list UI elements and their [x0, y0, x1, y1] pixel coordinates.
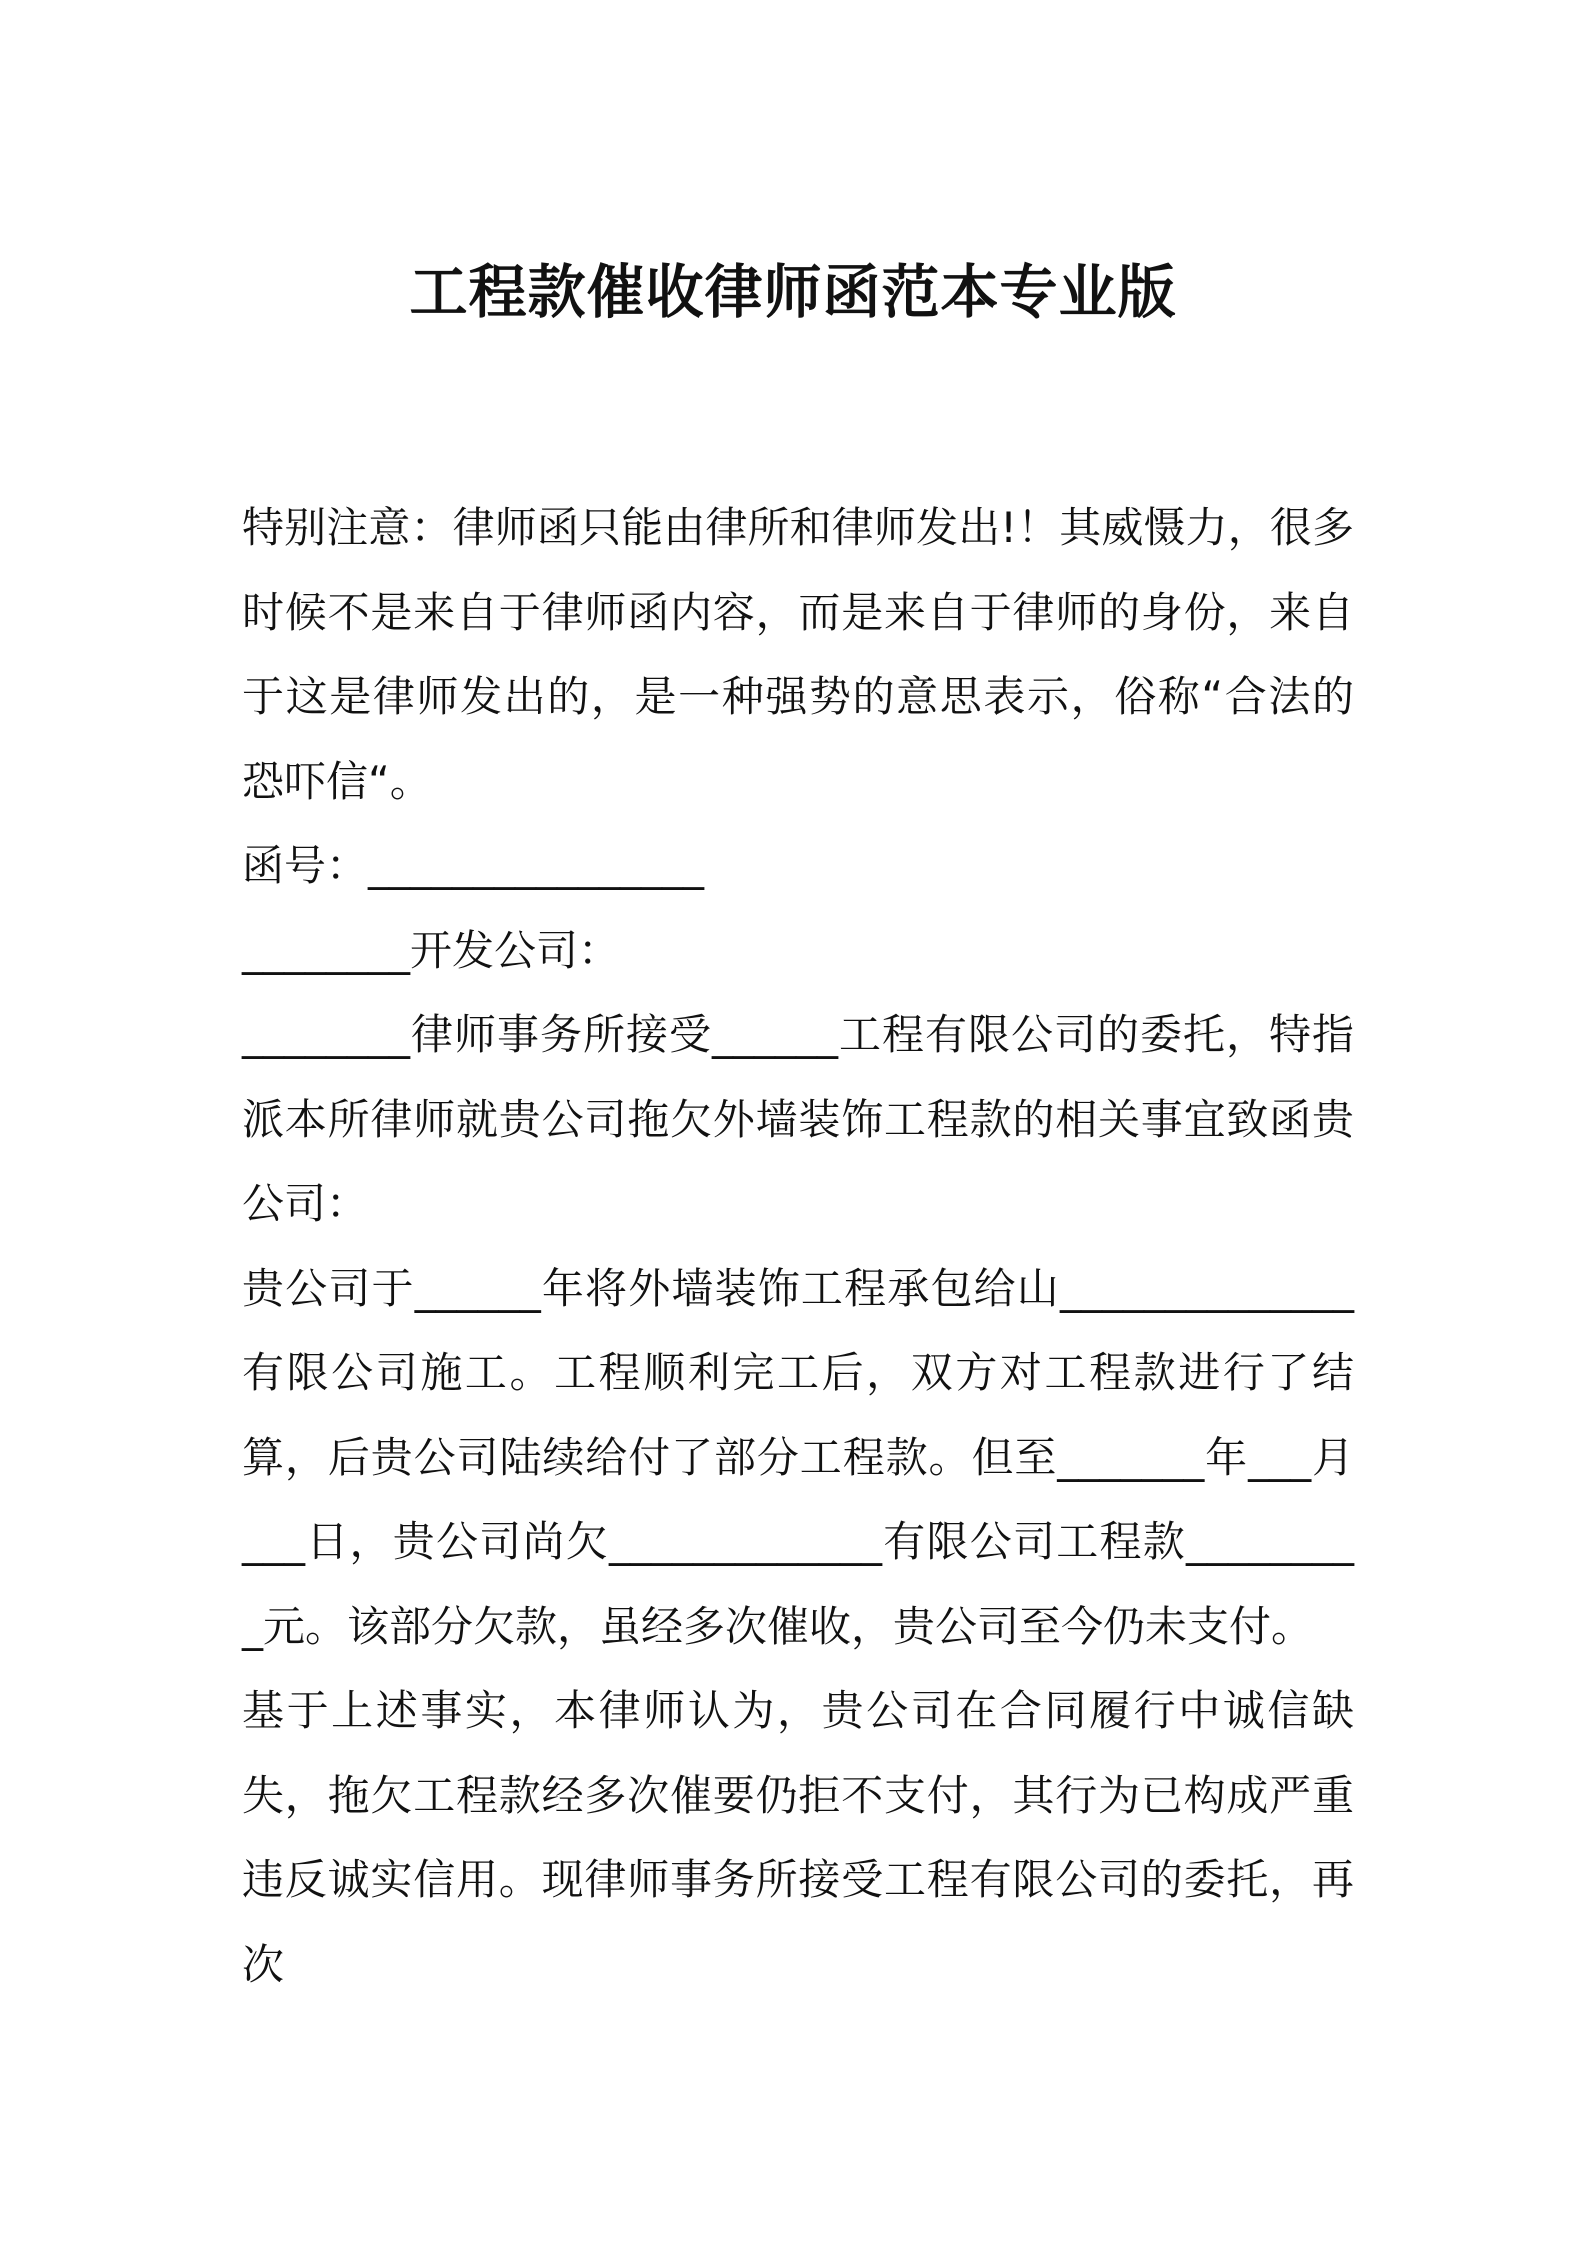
letter-number-line: 函号：________________	[242, 841, 705, 890]
document-title: 工程款催收律师函范本专业版	[409, 258, 1177, 326]
recipient-line: ________开发公司：	[242, 925, 621, 975]
opinion-paragraph: 基于上述事实，本律师认为，贵公司在合同履行中诚信缺失，拖欠工程款经多次催要仍拒不支付，其行为已构成严重违反诚实信用。现律师事务所接受工程有限公司的委托，再次	[242, 1686, 1354, 1989]
commission-paragraph: ________律师事务所接受______工程有限公司的委托，特指派本所律师就贵公司拖欠外墙装饰工程款的相关事宜致函贵公司：	[242, 1010, 1354, 1228]
special-notice-paragraph: 特别注意：律师函只能由律所和律师发出!！其威慑力，很多时候不是来自于律师函内容，而是来自于律师的身份，来自于这是律师发出的，是一种强势的意思表示，俗称“合法的恐吓信“。	[242, 503, 1354, 806]
facts-paragraph: 贵公司于______年将外墙装饰工程承包给山______________有限公司施工。工程顺利完工后，双方对工程款进行了结算，后贵公司陆续给付了部分工程款。但至_______年___月___日，贵公司尚欠_____________有限公司工程款_________元。该部分欠款，虽经多次催收，贵公司至今仍未支付。	[242, 1263, 1354, 1651]
document-body	[242, 486, 1354, 2007]
